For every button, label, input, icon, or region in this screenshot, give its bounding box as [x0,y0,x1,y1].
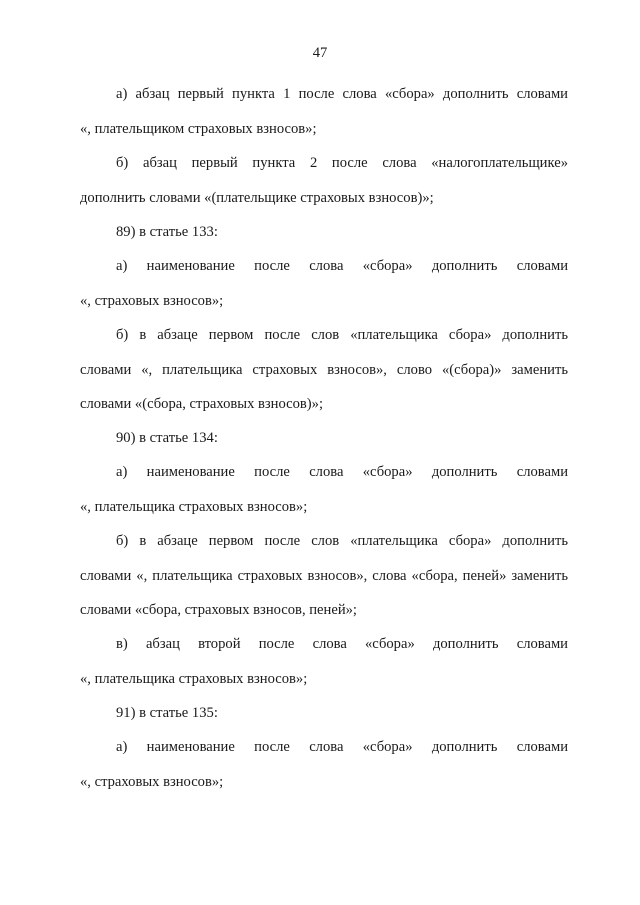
paragraph-continuation: «, страховых взносов»; [80,773,224,790]
paragraph-line: б) абзац первый пункта 2 после слова «налогоплательщике» [116,155,568,171]
paragraph-a-3 [80,455,568,524]
article-133-heading: 89) в статье 133: [116,224,218,240]
paragraph-continuation: «, плательщиком страховых взносов»; [80,120,317,137]
article-135-heading: 91) в статье 135: [116,705,218,721]
page-number: 47 [312,45,328,61]
paragraph-continuation: «, плательщика страховых взносов»; [80,670,308,687]
paragraph-continuation: «, страховых взносов»; [80,292,224,309]
paragraph-line: а) наименование после слова «сбора» дополнить словами [116,739,568,755]
paragraph-b-3 [80,524,568,628]
paragraph-a-2 [80,249,568,318]
paragraph-a-4 [80,730,568,799]
paragraph-v-1 [80,627,568,696]
paragraph-line: а) наименование после слова «сбора» дополнить словами [116,464,568,480]
paragraph-continuation: «, плательщика страховых взносов»; [80,498,308,515]
paragraph-a-1 [80,77,568,146]
paragraph-continuation: словами «, плательщика страховых взносов», слово «(сбора)» заменить словами «(сбора, страховых взносов)»; [80,361,568,412]
paragraph-line: а) абзац первый пункта 1 после слова «сбора» дополнить словами [116,86,568,102]
paragraph-b-2 [80,318,568,422]
article-134-heading: 90) в статье 134: [116,430,218,446]
paragraph-continuation: словами «, плательщика страховых взносов», слова «сбора, пеней» заменить словами «сбора, страховых взносов, пеней»; [80,567,568,618]
paragraph-line: в) абзац второй после слова «сбора» дополнить словами [116,636,568,652]
paragraph-continuation: дополнить словами «(плательщике страховых взносов)»; [80,189,434,206]
paragraph-line: а) наименование после слова «сбора» дополнить словами [116,258,568,274]
paragraph-line: б) в абзаце первом после слов «плательщика сбора» дополнить [116,533,568,549]
paragraph-b-1 [80,146,568,215]
paragraph-line: б) в абзаце первом после слов «плательщика сбора» дополнить [116,327,568,343]
